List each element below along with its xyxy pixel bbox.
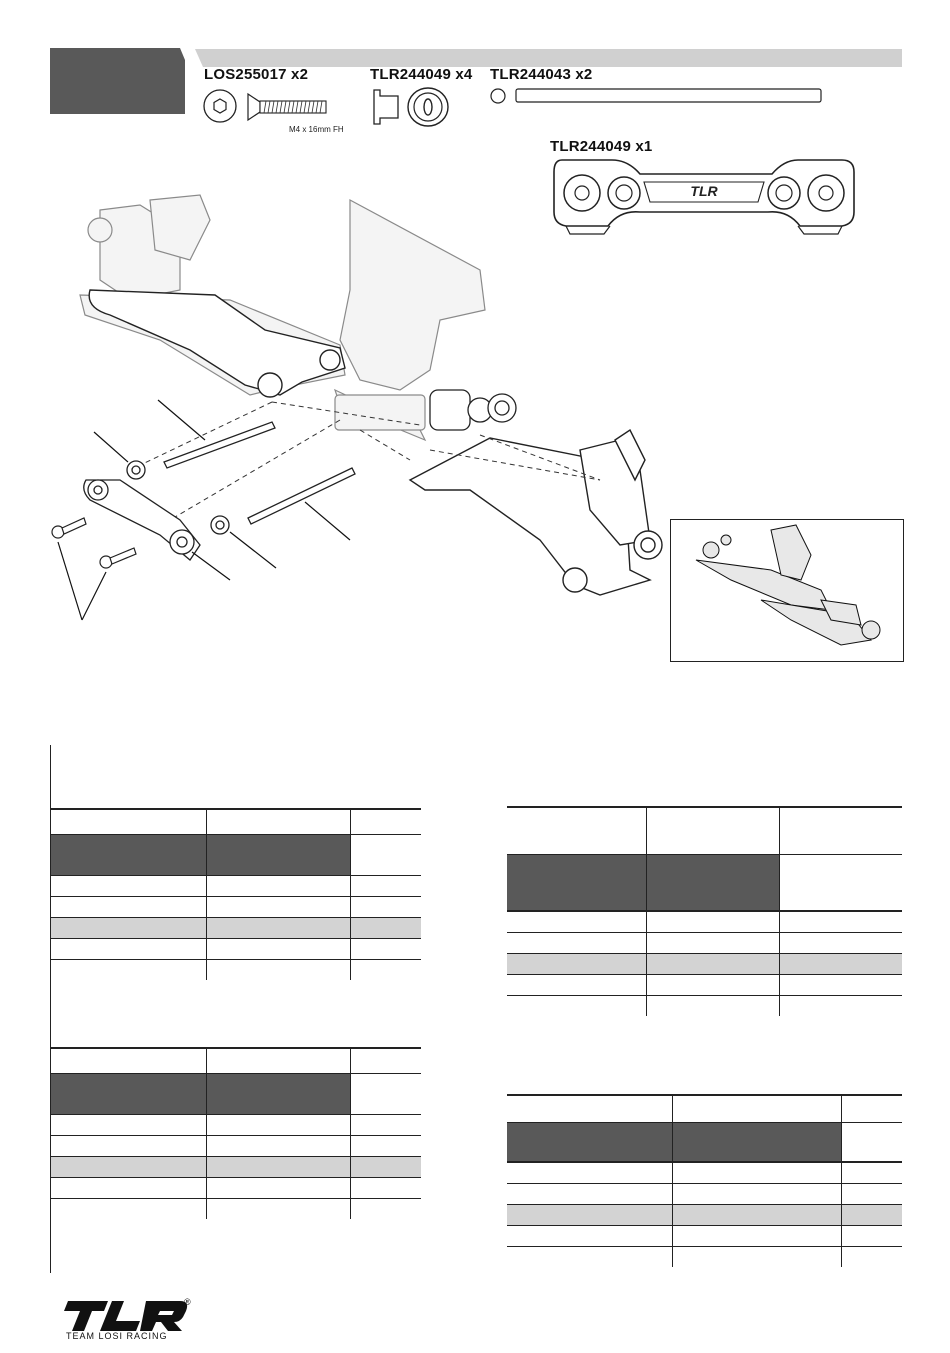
spec-table-4 <box>507 1094 902 1267</box>
registered-mark: ® <box>184 1297 191 1307</box>
step-header-bar <box>195 49 902 67</box>
spec-table-1 <box>51 808 421 980</box>
brand-tagline: TEAM LOSI RACING <box>66 1331 168 1341</box>
hinge-pin-icon <box>488 86 826 106</box>
spec-table-2 <box>51 1047 421 1219</box>
step-number-box <box>50 48 185 114</box>
part-label-screw: LOS255017 x2 <box>204 66 309 83</box>
chassis-overview-thumbnail <box>671 520 903 661</box>
rear-suspension-assembly-illustration <box>40 190 670 640</box>
part-label-pin: TLR244043 x2 <box>490 66 593 83</box>
spec-table-3 <box>507 806 902 1016</box>
overview-inset-frame <box>670 519 904 662</box>
part-label-insert: TLR244049 x4 <box>370 66 473 83</box>
part-label-block: TLR244049 x1 <box>550 138 653 155</box>
bushing-insert-icon <box>368 86 450 128</box>
flat-head-screw-icon <box>200 86 330 126</box>
brace-logo: TLR <box>690 183 718 199</box>
screw-size-note: M4 x 16mm FH <box>289 125 344 134</box>
tlr-brand-logo <box>64 1297 199 1346</box>
